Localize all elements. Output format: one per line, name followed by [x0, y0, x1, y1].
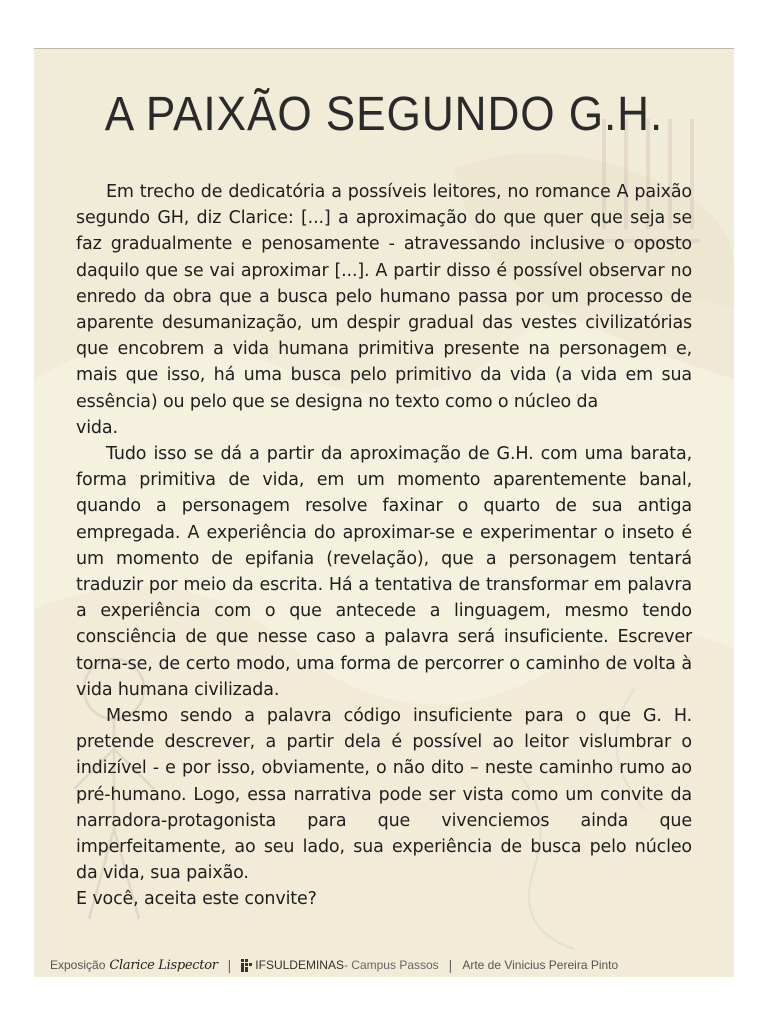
poster [34, 48, 734, 977]
page-title: A PAIXÃO SEGUNDO G.H. [104, 88, 664, 141]
institution-name: IFSULDEMINAS [255, 958, 344, 972]
footer-divider: | [227, 957, 232, 973]
paragraph-1-continuation: vida. [76, 417, 118, 438]
footer-divider: | [448, 957, 453, 973]
closing-question: E você, aceita este convite? [76, 889, 317, 910]
paragraph-3: Mesmo sendo a palavra código insuficiente para o que G. H. pretende descrever, a partir dela é possível ao leitor vislumbrar o indizível - e por isso, obviamente, o não dito – neste caminho rumo ao pré-humano. Logo, essa narrativa pode ser vista como um convite da narradora-protagonista para que vivenciemos ainda que imperfeitamente, ao seu lado, sua experiência de busca pelo núcleo da vida, sua paixão. [76, 706, 692, 884]
clarice-signature: Clarice Lispector [109, 957, 218, 973]
if-logo-icon [241, 959, 252, 972]
art-credit: Arte de Vinicius Pereira Pinto [462, 958, 619, 972]
campus-name: - Campus Passos [343, 958, 439, 972]
paragraph-1: Em trecho de dedicatória a possíveis leitores, no romance A paixão segundo GH, diz Clarice: [...] a aproximação do que quer que seja se faz gradualmente e penosamente - atravessando inclusive o oposto daquilo que se vai aproximar [...]. A partir disso é possível observar no enredo da obra que a busca pelo humano passa por um processo de aparente desumanização, um despir gradual das vestes civilizatórias que encobrem a vida humana primitiva presente na personagem e, mais que isso, há uma busca pelo primitivo da vida (a vida em sua essência) ou pelo que se designa no texto como o núcleo da [76, 182, 692, 412]
exposicao-label: Exposição [50, 958, 106, 972]
footer [50, 955, 730, 975]
article-body [76, 179, 692, 913]
paragraph-2: Tudo isso se dá a partir da aproximação de G.H. com uma barata, forma primitiva de vida, em um momento aparentemente banal, quando a personagem resolve faxinar o quarto de sua antiga empregada. A experiência do aproximar-se e experimentar o inseto é um momento de epifania (revelação), que a personagem tentará traduzir por meio da escrita. Há a tentativa de transformar em palavra a experiência com o que antecede a linguagem, mesmo tendo consciência de que nesse caso a palavra será insuficiente. Escrever torna-se, de certo modo, uma forma de percorrer o caminho de volta à vida humana civilizada. [76, 444, 692, 700]
